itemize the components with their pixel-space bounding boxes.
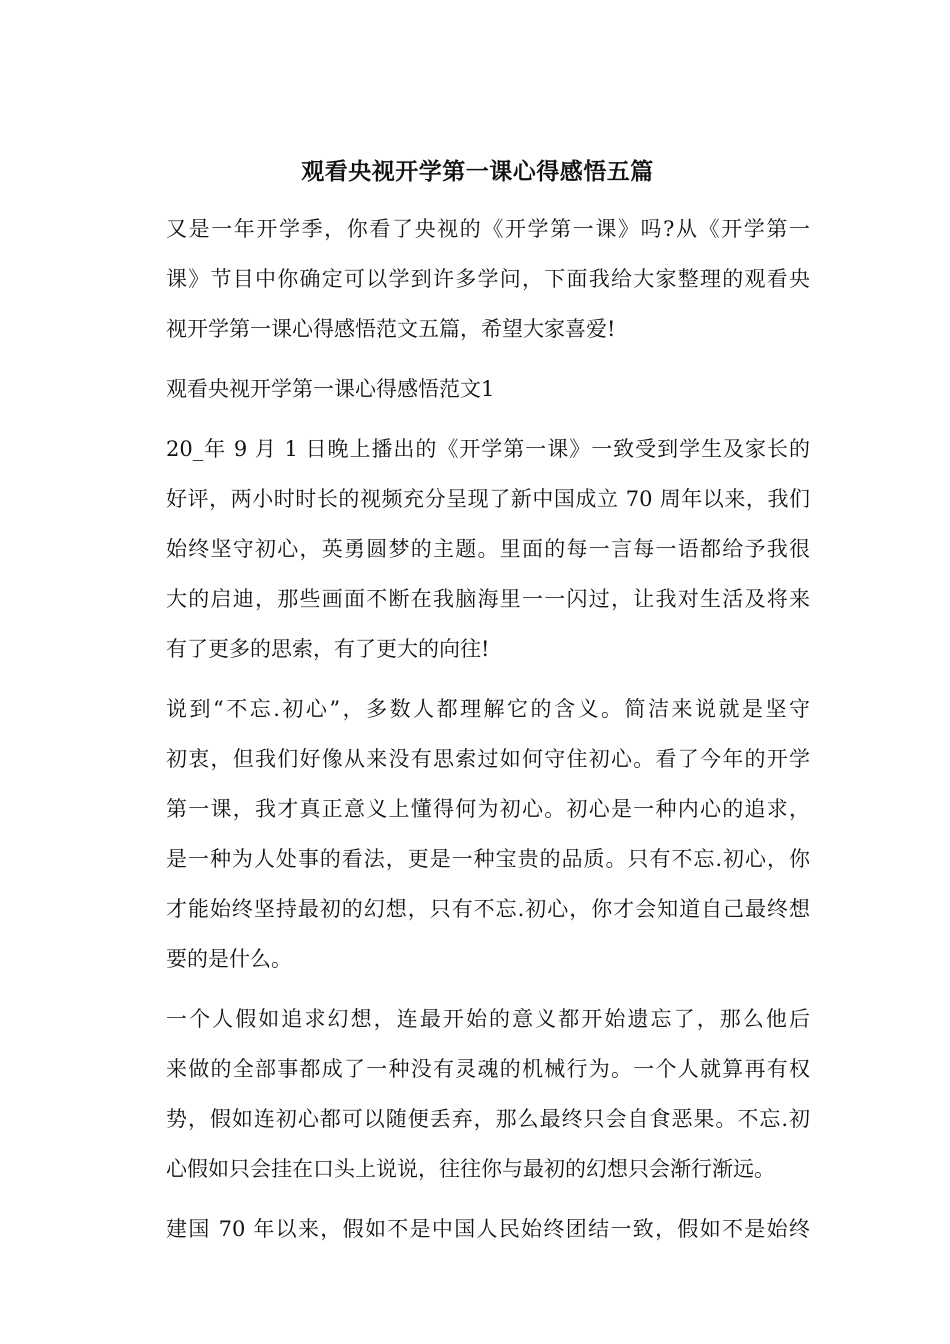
text-line: 有了更多的思索，有了更大的向往! [166,637,490,661]
text-line: 课》节目中你确定可以学到许多学问，下面我给大家整理的观看央 [166,267,810,291]
text-line: 好评，两小时时长的视频充分呈现了新中国成立 70 周年以来，我们 [166,487,810,511]
section-heading: 观看央视开学第一课心得感悟范文1 [166,377,495,401]
text-line: 心假如只会挂在口头上说说，往往你与最初的幻想只会渐行渐远。 [166,1157,775,1181]
text-line: 视开学第一课心得感悟范文五篇，希望大家喜爱! [166,317,616,341]
body-paragraph-3 [145,994,810,1194]
text-line: 才能始终坚持最初的幻想，只有不忘.初心，你才会知道自己最终想 [166,897,810,921]
text-line: 20_年 9 月 1 日晚上播出的《开学第一课》一致受到学生及家长的 [166,437,810,461]
text-line: 要的是什么。 [166,947,292,971]
text-line: 第一课，我才真正意义上懂得何为初心。初心是一种内心的追求， [166,797,810,821]
text-line: 大的启迪，那些画面不断在我脑海里一一闪过，让我对生活及将来 [166,587,810,611]
document-title: 观看央视开学第一课心得感悟五篇 [301,158,654,185]
body-paragraph-1 [145,424,810,674]
body-paragraph-2 [145,684,810,984]
intro-paragraph [145,204,810,354]
text-line: 是一种为人处事的看法，更是一种宝贵的品质。只有不忘.初心，你 [166,847,810,871]
text-line: 说到“不忘.初心”，多数人都理解它的含义。简洁来说就是坚守 [166,697,810,721]
document-page [145,148,810,1264]
text-line: 势，假如连初心都可以随便丢弃，那么最终只会自食恶果。不忘.初 [166,1107,810,1131]
text-line: 始终坚守初心，英勇圆梦的主题。里面的每一言每一语都给予我很 [166,537,810,561]
body-paragraph-4 [145,1204,810,1254]
text-line: 一个人假如追求幻想，连最开始的意义都开始遗忘了，那么他后 [166,1007,810,1031]
text-line: 又是一年开学季，你看了央视的《开学第一课》吗?从《开学第一 [166,217,810,241]
text-line: 来做的全部事都成了一种没有灵魂的机械行为。一个人就算再有权 [166,1057,810,1081]
text-line: 初衷，但我们好像从来没有思索过如何守住初心。看了今年的开学 [166,747,810,771]
text-line: 建国 70 年以来，假如不是中国人民始终团结一致，假如不是始终 [166,1217,810,1241]
